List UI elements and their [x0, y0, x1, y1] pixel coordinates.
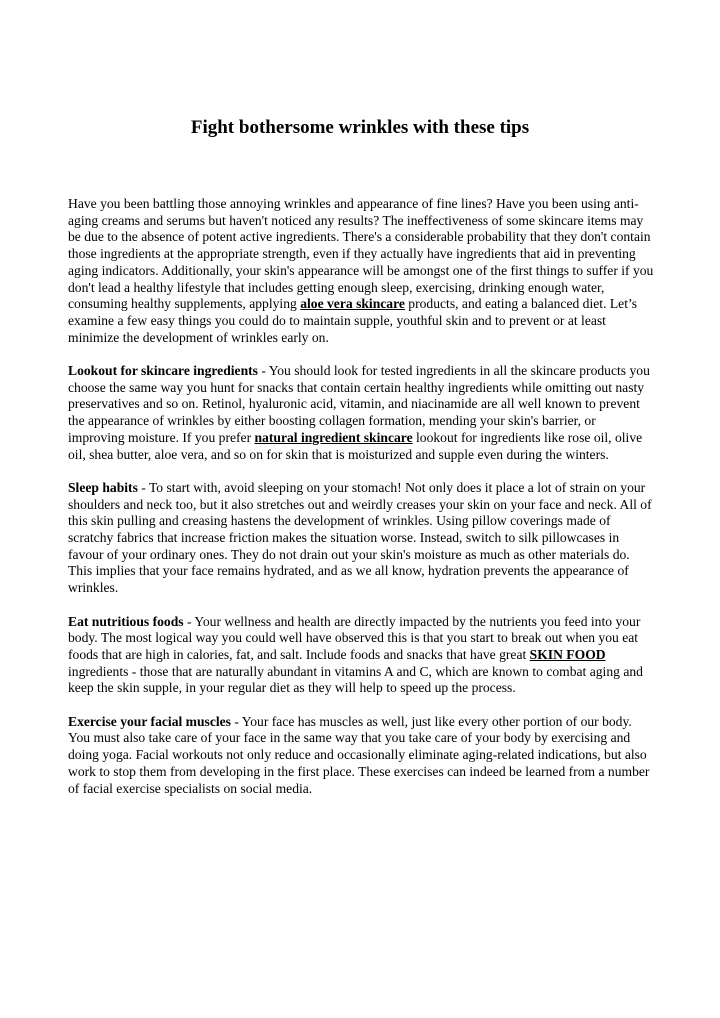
food-heading: Eat nutritious foods — [68, 613, 184, 629]
sleep-text: - To start with, avoid sleeping on your stomach! Not only does it place a lot of strain on your shoulders and neck too, but it also stretches out and weirdly creases your skin on your face and neck. All of this skin pulling and creasing hastens the development of wrinkles. Using pillow coverings made of scratchy fabrics that increase friction makes the situation worse. Instead, switch to silk pillowcases in favour of your ordinary ones. They do not drain out your skin's moisture as much as other materials do. This implies that your face remains hydrated, and as we all know, hydration prevents the appearance of wrinkles. — [68, 479, 652, 596]
intro-text-after-link: products, and eating a balanced diet. Let’s examine a few easy things you could do to maintain supple, youthful skin and to prevent or at least minimize the development of wrinkles early on. — [68, 296, 638, 345]
page-title: Fight bothersome wrinkles with these tips — [190, 117, 530, 138]
food-text-before-link: - Your wellness and health are directly impacted by the nutrients you feed into your body. The most logical way you could well have observed this is that you start to break out when you eat foods that are high in calories, fat, and salt. Include foods and snacks that have great — [68, 613, 641, 662]
skin-food-link[interactable]: SKIN FOOD — [529, 646, 606, 662]
food-paragraph — [68, 614, 654, 698]
ingredients-text-before-link: - You should look for tested ingredients in all the skincare products you choose the same way you hunt for snacks that contain certain healthy ingredients while omitting out nasty preservatives and so on. Retinol, hyaluronic acid, vitamin, and niacinamide are all well known to prevent the appearance of wrinkles by either boosting collagen formation, mending your skin's barrier, or improving moisture. If you prefer — [68, 363, 650, 445]
ingredients-text-after-link: lookout for ingredients like rose oil, olive oil, shea butter, aloe vera, and so on for skin that is moisturized and supple even during the winters. — [68, 429, 643, 462]
exercise-text: - Your face has muscles as well, just like every other portion of our body. You must also take care of your face in the same way that you take care of your body by exercising and doing yoga. Facial workouts not only reduce and occasionally eliminate aging-related indications, but also work to stop them from developing in the first place. These exercises can indeed be learned from a number of facial exercise specialists on social media. — [68, 713, 650, 796]
sleep-heading: Sleep habits — [68, 479, 138, 495]
intro-paragraph — [68, 196, 654, 346]
ingredients-heading: Lookout for skincare ingredients — [68, 363, 258, 379]
natural-ingredient-skincare-link[interactable]: natural ingredient skincare — [254, 429, 413, 445]
article-body — [68, 196, 654, 814]
intro-text-before-link: Have you been battling those annoying wrinkles and appearance of fine lines? Have you been using anti-aging creams and serums but haven't noticed any results? The ineffectiveness of some skincare items may be due to the absence of potent active ingredients. There's a considerable probability that they don't contain those ingredients at the appropriate strength, even if they actually have ingredients that aid in preventing aging indicators. Additionally, your skin's appearance will be amongst one of the first things to suffer if you don't lead a healthy lifestyle that includes getting enough sleep, exercising, drinking enough water, consuming healthy supplements, applying — [68, 196, 654, 312]
sleep-paragraph — [68, 480, 654, 597]
exercise-paragraph — [68, 714, 654, 798]
exercise-heading: Exercise your facial muscles — [68, 713, 231, 729]
aloe-vera-skincare-link[interactable]: aloe vera skincare — [300, 296, 405, 312]
food-text-after-link: ingredients - those that are naturally abundant in vitamins A and C, which are known to combat aging and keep the skin supple, in your regular diet as they will help to speed up the process. — [68, 663, 643, 696]
ingredients-paragraph — [68, 363, 654, 463]
